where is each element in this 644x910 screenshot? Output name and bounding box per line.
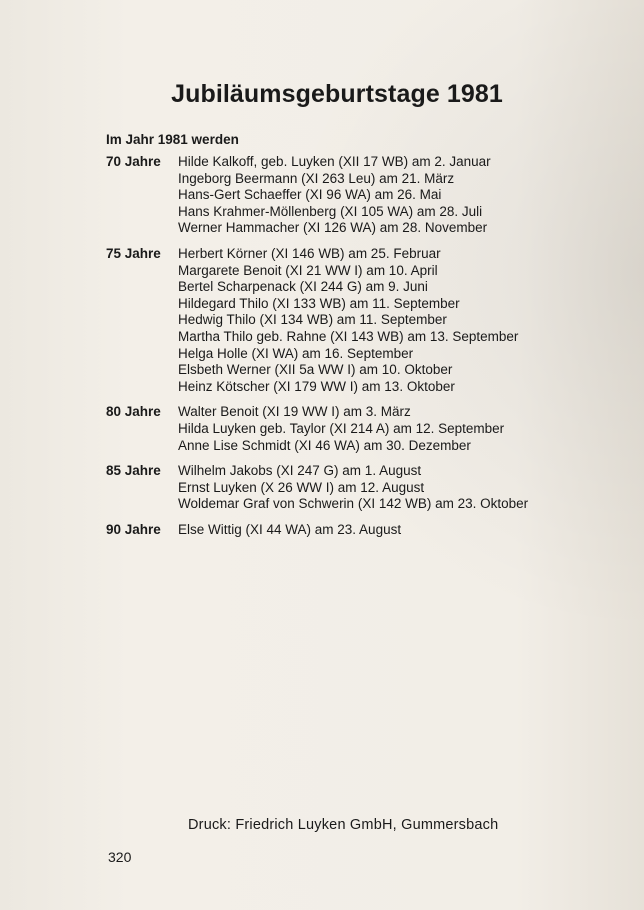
age-label: 80 Jahre (106, 404, 161, 420)
entry-list (178, 246, 518, 395)
birthday-groups (106, 154, 586, 547)
entry-list (178, 463, 528, 513)
age-label: 85 Jahre (106, 463, 161, 479)
age-label: 75 Jahre (106, 245, 161, 261)
list-item: Walter Benoit (XI 19 WW I) am 3. März (178, 404, 411, 420)
list-item: Heinz Kötscher (XI 179 WW I) am 13. Oktober (178, 378, 455, 394)
list-item: Herbert Körner (XI 146 WB) am 25. Februar (178, 245, 441, 261)
list-item: Helga Holle (XI WA) am 16. September (178, 345, 414, 361)
list-item: Ernst Luyken (X 26 WW I) am 12. August (178, 479, 425, 495)
age-group-80 (106, 404, 586, 454)
list-item: Bertel Scharpenack (XI 244 G) am 9. Juni (178, 279, 428, 295)
page-title: Jubiläumsgeburtstage 1981 (171, 80, 503, 108)
age-label: 90 Jahre (106, 521, 161, 537)
page-number: 320 (108, 849, 132, 865)
list-item: Wilhelm Jakobs (XI 247 G) am 1. August (178, 463, 422, 479)
list-item: Hildegard Thilo (XI 133 WB) am 11. September (178, 295, 460, 311)
entry-list (178, 522, 401, 539)
age-group-75 (106, 246, 586, 395)
list-item: Hilda Luyken geb. Taylor (XI 214 A) am 12. September (178, 420, 505, 436)
list-item: Hedwig Thilo (XI 134 WB) am 11. September (178, 312, 447, 328)
list-item: Hans-Gert Schaeffer (XI 96 WA) am 26. Mai (178, 187, 442, 203)
list-item: Anne Lise Schmidt (XI 46 WA) am 30. Dezember (178, 437, 471, 453)
entry-list (178, 154, 491, 237)
list-item: Margarete Benoit (XI 21 WW I) am 10. April (178, 262, 438, 278)
list-item: Hans Krahmer-Möllenberg (XI 105 WA) am 28. Juli (178, 203, 483, 219)
age-group-90 (106, 522, 586, 539)
age-label: 70 Jahre (106, 154, 161, 169)
age-group-85 (106, 463, 586, 513)
list-item: Woldemar Graf von Schwerin (XI 142 WB) am 23. Oktober (178, 496, 529, 512)
list-item: Else Wittig (XI 44 WA) am 23. August (178, 521, 402, 537)
list-item: Hilde Kalkoff, geb. Luyken (XII 17 WB) am 2. Januar (178, 154, 491, 169)
entry-list (178, 404, 504, 454)
intro-text: Im Jahr 1981 werden (106, 132, 239, 147)
list-item: Elsbeth Werner (XII 5a WW I) am 10. Oktober (178, 362, 453, 378)
list-item: Ingeborg Beermann (XI 263 Leu) am 21. März (178, 170, 455, 186)
list-item: Werner Hammacher (XI 126 WA) am 28. November (178, 220, 488, 236)
age-group-70 (106, 154, 586, 237)
list-item: Martha Thilo geb. Rahne (XI 143 WB) am 13. September (178, 328, 519, 344)
printer-credit: Druck: Friedrich Luyken GmbH, Gummersbach (188, 817, 499, 833)
